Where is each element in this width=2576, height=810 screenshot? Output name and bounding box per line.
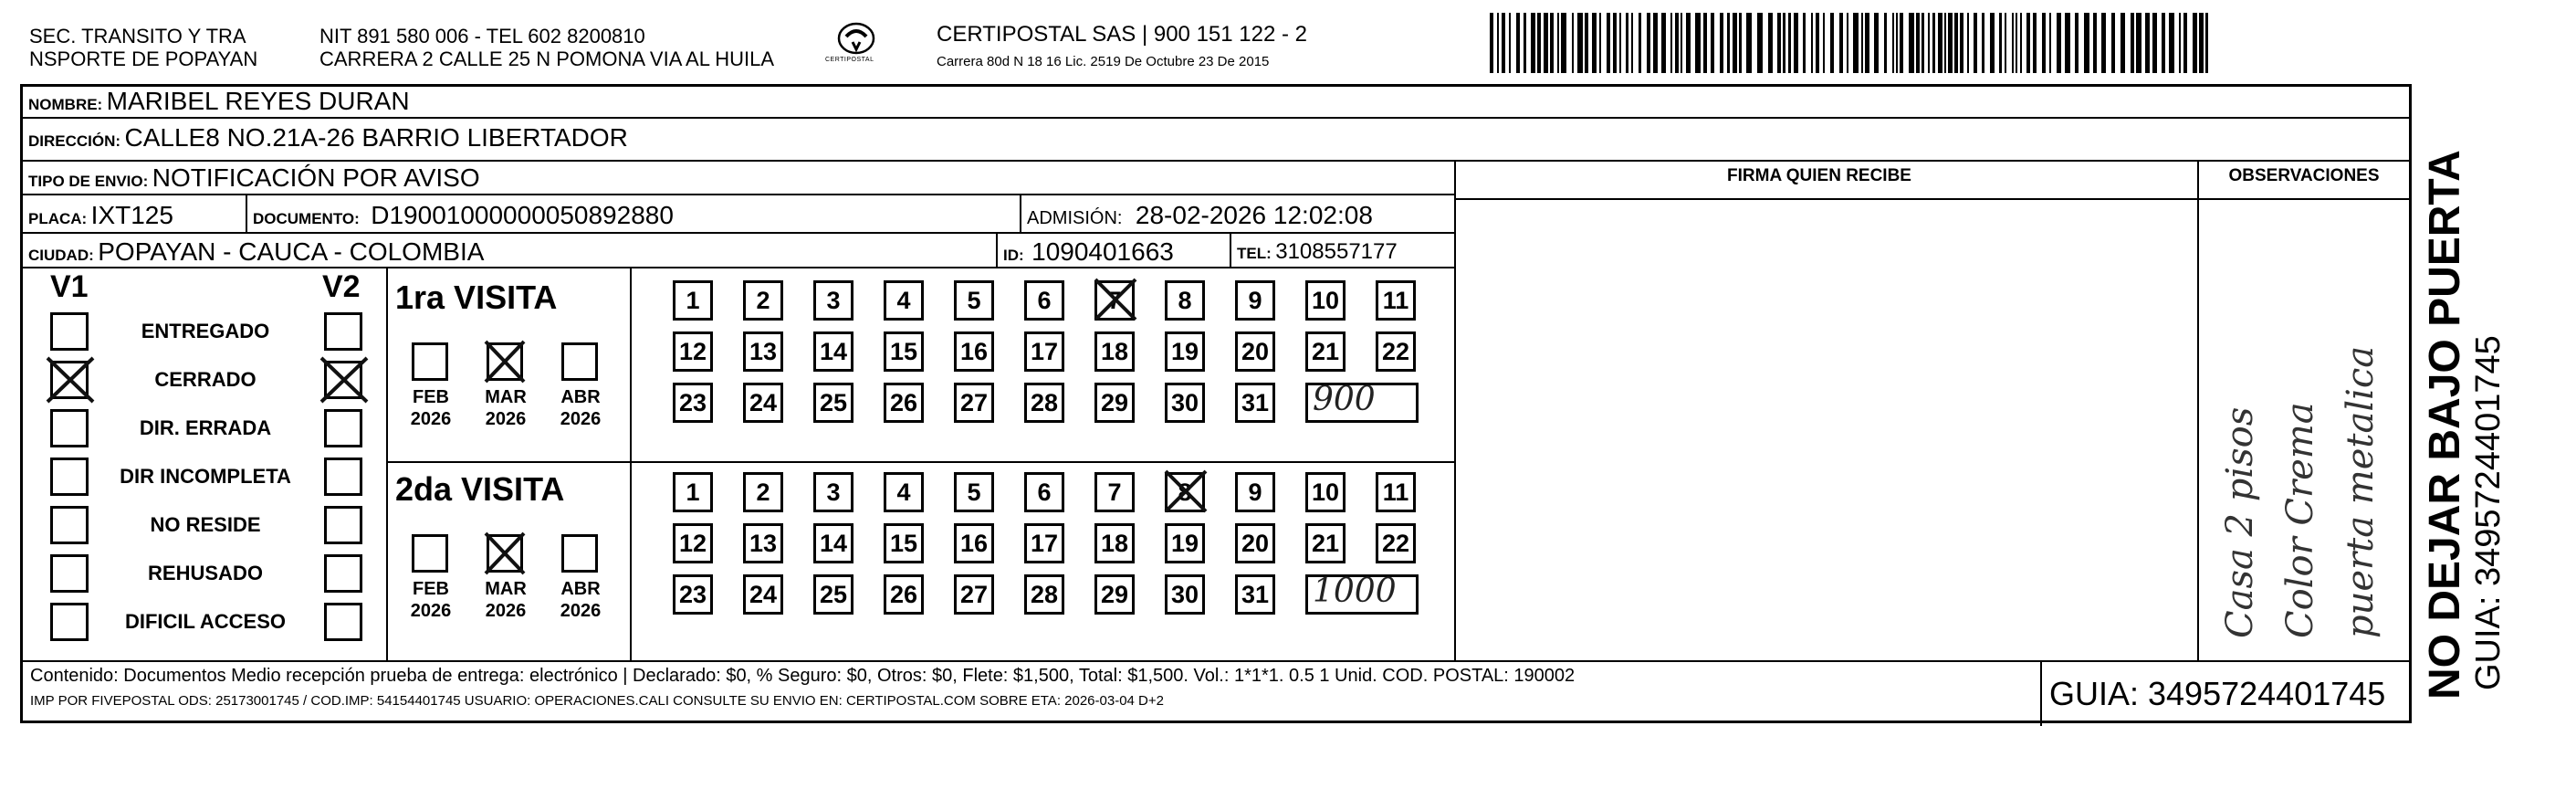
- day-box[interactable]: 23: [673, 383, 713, 423]
- day-box[interactable]: 25: [813, 574, 853, 615]
- day-box[interactable]: 6: [1024, 472, 1064, 512]
- day-box[interactable]: 8: [1165, 280, 1205, 321]
- documento-field: [253, 202, 674, 234]
- ciudad-field: [28, 238, 484, 270]
- day-box[interactable]: 1: [673, 280, 713, 321]
- sender-line-2: NSPORTE DE POPAYAN: [29, 47, 258, 70]
- barcode-bar: [1561, 13, 1566, 73]
- day-box[interactable]: 12: [673, 331, 713, 372]
- barcode-bar: [1537, 13, 1541, 73]
- barcode-bar: [2075, 13, 2079, 73]
- barcode-bar: [1932, 13, 1935, 73]
- barcode-bar: [1909, 13, 1914, 73]
- day-box[interactable]: 29: [1094, 574, 1135, 615]
- barcode: [1490, 13, 2220, 77]
- barcode-bar: [2120, 13, 2125, 73]
- barcode-bar: [2169, 13, 2174, 73]
- logo-text: CERTIPOSTAL: [825, 57, 874, 63]
- placa-field: [28, 202, 173, 234]
- license-line: Carrera 80d N 18 16 Lic. 2519 De Octubre 23 De 2015: [937, 54, 1270, 69]
- day-box[interactable]: 13: [743, 331, 783, 372]
- barcode-bar: [1777, 13, 1781, 73]
- month-checkbox-feb[interactable]: [412, 342, 448, 381]
- barcode-bar: [1768, 13, 1773, 73]
- day-box[interactable]: 27: [954, 383, 994, 423]
- v2-checkbox[interactable]: [324, 361, 362, 399]
- v1-checkbox[interactable]: [50, 458, 89, 496]
- barcode-bar: [1516, 13, 1520, 73]
- barcode-bar: [1502, 13, 1505, 73]
- tipo-envio-value: NOTIFICACIÓN POR AVISO: [152, 163, 480, 192]
- v1-label: V1: [50, 269, 89, 304]
- barcode-bar: [1631, 13, 1633, 73]
- day-box[interactable]: 31: [1235, 383, 1275, 423]
- address-line: CARRERA 2 CALLE 25 N POMONA VIA AL HUILA: [319, 47, 775, 70]
- id-value: 1090401663: [1031, 237, 1174, 266]
- day-box[interactable]: 14: [813, 331, 853, 372]
- barcode-bar: [2199, 13, 2204, 73]
- day-box[interactable]: 31: [1235, 574, 1275, 615]
- barcode-bar: [1675, 13, 1679, 73]
- barcode-bar: [1794, 13, 1798, 73]
- nombre-field: [28, 88, 410, 120]
- v2-checkbox[interactable]: [324, 603, 362, 641]
- reason-label: CERRADO: [154, 368, 257, 391]
- v2-label: V2: [322, 269, 361, 304]
- barcode-bar: [1830, 13, 1834, 73]
- day-box[interactable]: 20: [1235, 331, 1275, 372]
- barcode-bar: [1619, 13, 1621, 73]
- time-handwritten: 900: [1313, 381, 1376, 418]
- day-box[interactable]: 24: [743, 383, 783, 423]
- barcode-bar: [1865, 13, 1869, 73]
- time-handwritten: 1000: [1313, 573, 1397, 610]
- barcode-bar: [1803, 13, 1806, 73]
- day-box[interactable]: 19: [1165, 331, 1205, 372]
- day-box[interactable]: 11: [1376, 280, 1416, 321]
- day-box[interactable]: 22: [1376, 331, 1416, 372]
- barcode-bar: [2042, 13, 2046, 73]
- ciudad-label: CIUDAD:: [28, 247, 94, 264]
- barcode-bar: [1990, 13, 1995, 73]
- side-guia: GUIA: 3495724401745: [2469, 335, 2508, 690]
- barcode-bar: [2093, 13, 2097, 73]
- day-box[interactable]: 21: [1305, 331, 1346, 372]
- barcode-bar: [2152, 13, 2157, 73]
- day-box[interactable]: 7: [1094, 472, 1135, 512]
- barcode-bar: [2065, 13, 2070, 73]
- side-instruction: NO DEJAR BAJO PUERTA: [2421, 150, 2469, 700]
- barcode-bar: [1626, 13, 1628, 73]
- barcode-bar: [1874, 13, 1879, 73]
- barcode-bar: [2111, 13, 2115, 73]
- admision-field: [1027, 202, 1373, 234]
- day-box[interactable]: 11: [1376, 472, 1416, 512]
- day-box[interactable]: 5: [954, 472, 994, 512]
- v2-checkbox[interactable]: [324, 409, 362, 447]
- day-box[interactable]: 7: [1094, 280, 1135, 321]
- day-box[interactable]: 17: [1024, 331, 1064, 372]
- day-box[interactable]: 1: [673, 472, 713, 512]
- day-box[interactable]: 4: [884, 472, 924, 512]
- month-label-abr: ABR 2026: [560, 387, 602, 429]
- barcode-bar: [2084, 13, 2089, 73]
- month-label-feb: FEB 2026: [410, 387, 452, 429]
- barcode-bar: [1557, 13, 1559, 73]
- barcode-bar: [1497, 13, 1499, 73]
- day-box[interactable]: 21: [1305, 523, 1346, 563]
- documento-label: DOCUMENTO:: [253, 210, 360, 227]
- day-box[interactable]: 8: [1165, 472, 1205, 512]
- barcode-bar: [2101, 13, 2106, 73]
- barcode-bar: [2057, 13, 2061, 73]
- direccion-value: CALLE8 NO.21A-26 BARRIO LIBERTADOR: [124, 123, 628, 152]
- barcode-bar: [1670, 13, 1672, 73]
- day-box[interactable]: 9: [1235, 472, 1275, 512]
- barcode-bar: [1974, 13, 1977, 73]
- v1-checkbox[interactable]: [50, 603, 89, 641]
- day-box[interactable]: 15: [884, 331, 924, 372]
- month-label-mar: MAR 2026: [485, 579, 527, 621]
- v2-checkbox[interactable]: [324, 458, 362, 496]
- reason-label: DIR INCOMPLETA: [120, 465, 291, 488]
- day-box[interactable]: 9: [1235, 280, 1275, 321]
- barcode-bar: [1892, 13, 1894, 73]
- side-panel: [2414, 84, 2515, 723]
- reason-label: REHUSADO: [148, 562, 263, 584]
- barcode-bar: [1823, 13, 1825, 73]
- month-checkbox-abr[interactable]: [561, 534, 598, 573]
- tel-label: TEL:: [1237, 245, 1272, 262]
- v2-checkbox[interactable]: [324, 554, 362, 593]
- documento-value: D19001000000050892880: [371, 201, 674, 229]
- observation-line: puerta metalica: [2340, 345, 2382, 638]
- month-checkbox-mar[interactable]: [487, 342, 523, 381]
- barcode-bar: [1816, 13, 1819, 73]
- v1-checkbox[interactable]: [50, 506, 89, 544]
- barcode-bar: [1661, 13, 1666, 73]
- barcode-bar: [1524, 13, 1526, 73]
- barcode-bar: [1739, 13, 1742, 73]
- month-checkbox-abr[interactable]: [561, 342, 598, 381]
- day-box[interactable]: 10: [1305, 280, 1346, 321]
- barcode-bar: [1681, 13, 1682, 73]
- barcode-bar: [1922, 13, 1924, 73]
- barcode-bar: [1544, 13, 1548, 73]
- barcode-bar: [1999, 13, 2002, 73]
- reason-label: DIFICIL ACCESO: [124, 610, 286, 633]
- imp-text: IMP POR FIVEPOSTAL ODS: 25173001745 / COD.IMP: 54154401745 USUARIO: OPERACIONES.CALI CONSULTE SU ENVIO EN: CERTIPOSTAL.COM SOBRE ETA: 2026-03-04 D+2: [30, 693, 1164, 709]
- barcode-bar: [2145, 13, 2150, 73]
- contenido-text: Contenido: Documentos Medio recepción prueba de entrega: electrónico | Declarado: $0, % Seguro: $0, Otros: $0, Flete: $1,500, Total: $1,500. Vol.: 1*1*1. 0.5 1 Unid. COD. POSTAL: 190002: [30, 666, 1576, 686]
- barcode-bar: [1944, 13, 1946, 73]
- day-box[interactable]: 26: [884, 574, 924, 615]
- barcode-bar: [1811, 13, 1813, 73]
- day-box[interactable]: 16: [954, 523, 994, 563]
- barcode-bar: [1695, 13, 1701, 73]
- day-box[interactable]: 30: [1165, 574, 1205, 615]
- barcode-bar: [1757, 13, 1763, 73]
- barcode-bar: [1592, 13, 1597, 73]
- v2-checkbox[interactable]: [324, 506, 362, 544]
- barcode-bar: [1847, 13, 1848, 73]
- barcode-bar: [1720, 13, 1723, 73]
- barcode-bar: [1938, 13, 1942, 73]
- barcode-bar: [1839, 13, 1843, 73]
- admision-label: ADMISIÓN:: [1027, 208, 1123, 228]
- day-box[interactable]: 3: [813, 280, 853, 321]
- barcode-bar: [1711, 13, 1714, 73]
- second-visit-title: 2da VISITA: [395, 470, 565, 508]
- barcode-bar: [1509, 13, 1511, 73]
- barcode-bar: [1531, 13, 1535, 73]
- observation-line: Casa 2 pisos: [2219, 406, 2261, 638]
- direccion-label: DIRECCIÓN:: [28, 132, 121, 150]
- day-box[interactable]: 23: [673, 574, 713, 615]
- barcode-bar: [2016, 13, 2017, 73]
- barcode-bar: [1727, 13, 1730, 73]
- day-box[interactable]: 5: [954, 280, 994, 321]
- barcode-bar: [1550, 13, 1554, 73]
- barcode-bar: [1613, 13, 1617, 73]
- barcode-bar: [1653, 13, 1658, 73]
- barcode-bar: [2005, 13, 2006, 73]
- admision-value: 28-02-2026 12:02:08: [1135, 201, 1373, 229]
- observaciones-label: OBSERVACIONES: [2228, 166, 2380, 185]
- barcode-bar: [1788, 13, 1791, 73]
- month-label-mar: MAR 2026: [485, 387, 527, 429]
- day-box[interactable]: 30: [1165, 383, 1205, 423]
- day-box[interactable]: 29: [1094, 383, 1135, 423]
- month-label-feb: FEB 2026: [410, 579, 452, 621]
- day-box[interactable]: 4: [884, 280, 924, 321]
- barcode-bar: [2136, 13, 2141, 73]
- day-box[interactable]: 27: [954, 574, 994, 615]
- barcode-bar: [1884, 13, 1887, 73]
- barcode-bar: [2012, 13, 2014, 73]
- v1-checkbox[interactable]: [50, 409, 89, 447]
- tel-value: 3108557177: [1275, 239, 1398, 264]
- nombre-label: NOMBRE:: [28, 96, 103, 113]
- barcode-bar: [2131, 13, 2134, 73]
- id-label: ID:: [1003, 247, 1024, 264]
- barcode-bar: [1585, 13, 1588, 73]
- barcode-bar: [2179, 13, 2181, 73]
- barcode-bar: [1599, 13, 1601, 73]
- v1-checkbox[interactable]: [50, 361, 89, 399]
- barcode-bar: [1960, 13, 1963, 73]
- month-checkbox-feb[interactable]: [412, 534, 448, 573]
- barcode-bar: [1647, 13, 1650, 73]
- day-box[interactable]: 2: [743, 280, 783, 321]
- barcode-bar: [1577, 13, 1583, 73]
- reason-label: NO RESIDE: [150, 513, 261, 536]
- barcode-bar: [1916, 13, 1920, 73]
- tipo-envio-label: TIPO DE ENVIO:: [28, 173, 149, 190]
- barcode-bar: [2205, 13, 2208, 73]
- barcode-bar: [1783, 13, 1785, 73]
- barcode-bar: [1954, 13, 1958, 73]
- day-box[interactable]: 2: [743, 472, 783, 512]
- observations-handwritten: [2203, 202, 2405, 657]
- barcode-bar: [1982, 13, 1984, 73]
- day-box[interactable]: 16: [954, 331, 994, 372]
- v1-checkbox[interactable]: [50, 312, 89, 351]
- tel-field: [1237, 238, 1398, 268]
- nombre-value: MARIBEL REYES DURAN: [106, 87, 410, 115]
- form-frame: [20, 84, 2412, 723]
- barcode-bar: [1928, 13, 1930, 73]
- barcode-bar: [1896, 13, 1898, 73]
- day-box[interactable]: 15: [884, 523, 924, 563]
- day-box[interactable]: 19: [1165, 523, 1205, 563]
- barcode-bar: [1733, 13, 1737, 73]
- day-box[interactable]: 14: [813, 523, 853, 563]
- day-box[interactable]: 28: [1024, 383, 1064, 423]
- reason-label: DIR. ERRADA: [139, 416, 272, 439]
- barcode-bar: [1853, 13, 1859, 73]
- barcode-bar: [2193, 13, 2197, 73]
- observation-line: Color Crema: [2279, 402, 2321, 638]
- tipo-envio-field: [28, 164, 480, 196]
- day-box[interactable]: 20: [1235, 523, 1275, 563]
- day-box[interactable]: 22: [1376, 523, 1416, 563]
- day-box[interactable]: 17: [1024, 523, 1064, 563]
- ciudad-value: POPAYAN - CAUCA - COLOMBIA: [98, 237, 485, 266]
- v2-checkbox[interactable]: [324, 312, 362, 351]
- barcode-bar: [1607, 13, 1610, 73]
- guia-footer: GUIA: 3495724401745: [2049, 675, 2386, 712]
- company-line: CERTIPOSTAL SAS | 900 151 122 - 2: [937, 22, 1307, 47]
- reason-label: ENTREGADO: [141, 320, 270, 342]
- barcode-bar: [1900, 13, 1903, 73]
- barcode-bar: [2026, 13, 2030, 73]
- month-checkbox-mar[interactable]: [487, 534, 523, 573]
- day-box[interactable]: 12: [673, 523, 713, 563]
- barcode-bar: [1948, 13, 1953, 73]
- barcode-bar: [2020, 13, 2022, 73]
- barcode-bar: [1861, 13, 1863, 73]
- month-label-abr: ABR 2026: [560, 579, 602, 621]
- day-box[interactable]: 18: [1094, 523, 1135, 563]
- day-box[interactable]: 24: [743, 574, 783, 615]
- nit-line: NIT 891 580 006 - TEL 602 8200810: [319, 25, 645, 47]
- day-box[interactable]: 25: [813, 383, 853, 423]
- barcode-bar: [1746, 13, 1752, 73]
- sender-line-1: SEC. TRANSITO Y TRA: [29, 25, 246, 47]
- barcode-bar: [1703, 13, 1707, 73]
- day-box[interactable]: 10: [1305, 472, 1346, 512]
- day-box[interactable]: 28: [1024, 574, 1064, 615]
- direccion-field: [28, 124, 628, 156]
- barcode-bar: [2183, 13, 2187, 73]
- barcode-bar: [2033, 13, 2037, 73]
- placa-value: IXT125: [90, 201, 173, 229]
- barcode-bar: [1572, 13, 1574, 73]
- day-box[interactable]: 3: [813, 472, 853, 512]
- certipostal-logo: [825, 18, 880, 71]
- v1-checkbox[interactable]: [50, 554, 89, 593]
- barcode-bar: [1639, 13, 1641, 73]
- day-box[interactable]: 6: [1024, 280, 1064, 321]
- placa-label: PLACA:: [28, 210, 88, 227]
- day-box[interactable]: 18: [1094, 331, 1135, 372]
- firma-label: FIRMA QUIEN RECIBE: [1727, 166, 1911, 185]
- barcode-bar: [2049, 13, 2051, 73]
- id-field: [1003, 238, 1174, 270]
- day-box[interactable]: 13: [743, 523, 783, 563]
- first-visit-title: 1ra VISITA: [395, 279, 558, 316]
- barcode-bar: [1686, 13, 1691, 73]
- barcode-bar: [1490, 13, 1493, 73]
- barcode-bar: [2162, 13, 2165, 73]
- barcode-bar: [1967, 13, 1969, 73]
- day-box[interactable]: 26: [884, 383, 924, 423]
